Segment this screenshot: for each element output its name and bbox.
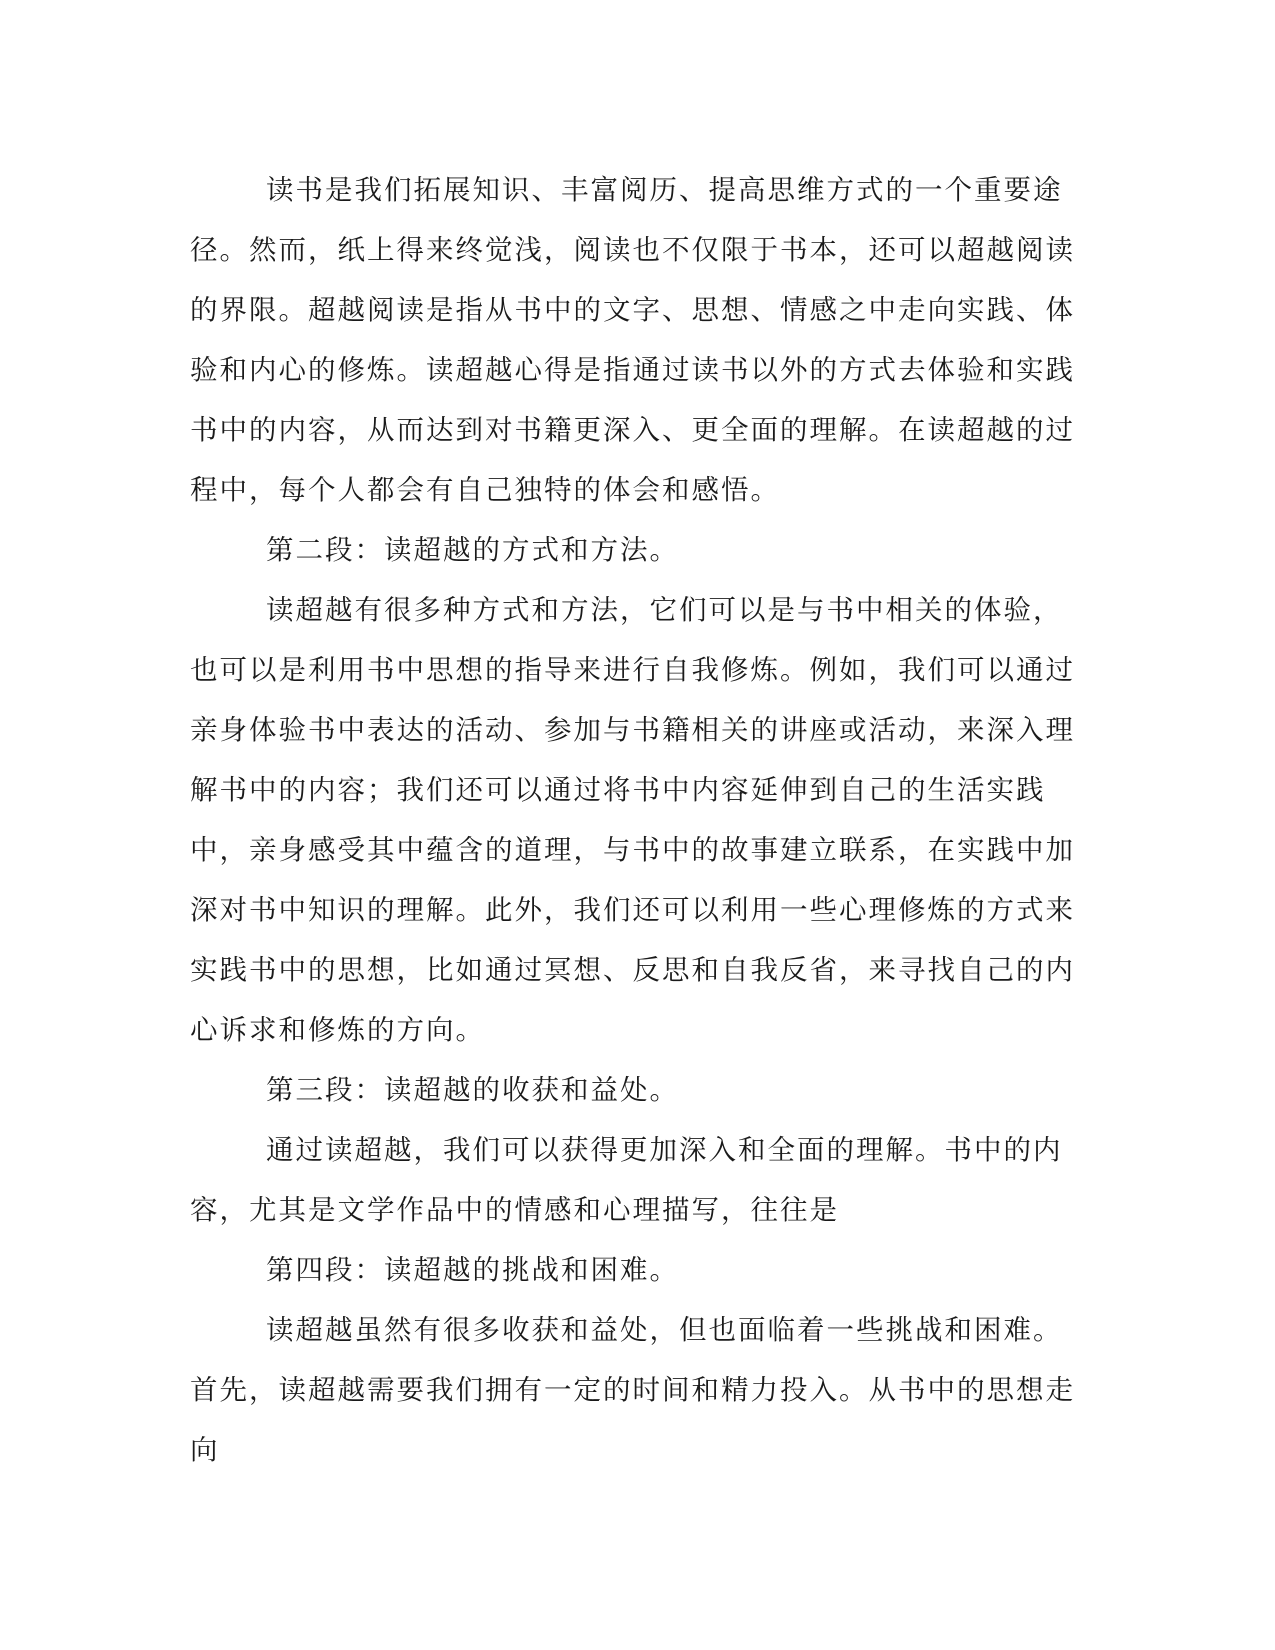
heading-section-2: 第二段：读超越的方式和方法。 [266,534,679,566]
paragraph-intro: 读书是我们拓展知识、丰富阅历、提高思维方式的一个重要途径。然而，纸上得来终觉浅，阅读也不仅限于书本，还可以超越阅读的界限。超越阅读是指从书中的文字、思想、情感之中走向实践、体验和内心的修炼。读超越心得是指通过读书以外的方式去体验和实践书中的内容，从而达到对书籍更深入、更全面的理解。在读超越的过程中，每个人都会有自己独特的体会和感悟。 [190,174,1075,506]
heading-section-4: 第四段：读超越的挑战和困难。 [266,1254,679,1286]
paragraph-challenges: 读超越虽然有很多收获和益处，但也面临着一些挑战和困难。首先，读超越需要我们拥有一定的时间和精力投入。从书中的思想走向 [190,1314,1075,1466]
paragraph-methods: 读超越有很多种方式和方法，它们可以是与书中相关的体验，也可以是利用书中思想的指导来进行自我修炼。例如，我们可以通过亲身体验书中表达的活动、参加与书籍相关的讲座或活动，来深入理解书中的内容；我们还可以通过将书中内容延伸到自己的生活实践中，亲身感受其中蕴含的道理，与书中的故事建立联系，在实践中加深对书中知识的理解。此外，我们还可以利用一些心理修炼的方式来实践书中的思想，比如通过冥想、反思和自我反省，来寻找自己的内心诉求和修炼的方向。 [190,594,1075,1046]
paragraph-benefits: 通过读超越，我们可以获得更加深入和全面的理解。书中的内容，尤其是文学作品中的情感和心理描写，往往是 [190,1134,1063,1226]
document-body [190,160,1080,1480]
heading-section-3: 第三段：读超越的收获和益处。 [266,1074,679,1106]
